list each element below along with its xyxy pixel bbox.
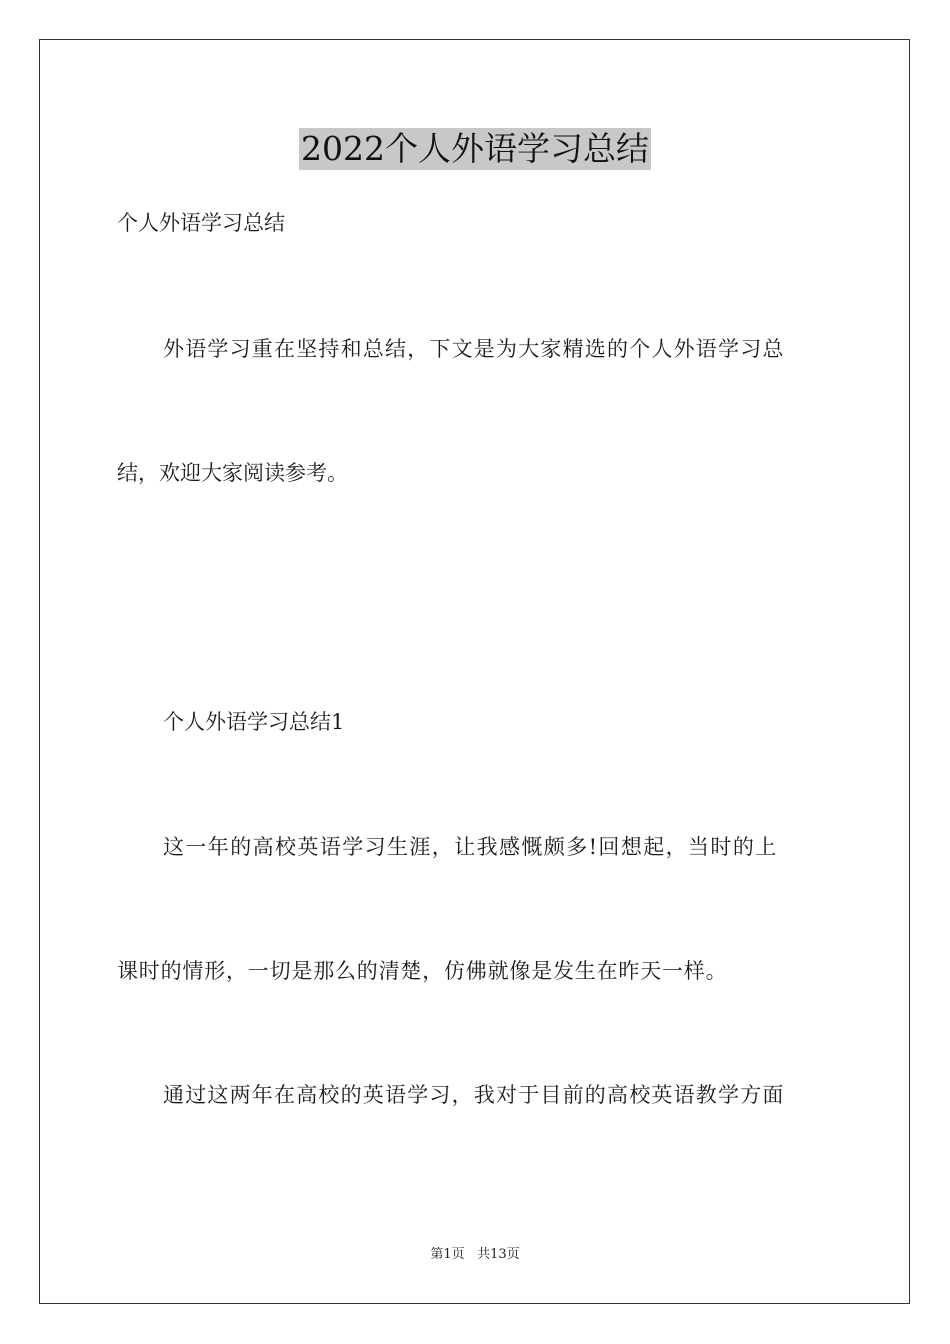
title-container [0,128,950,170]
section-heading-1: 个人外语学习总结1 [163,710,345,734]
document-title: 2022个人外语学习总结 [301,129,649,168]
subtitle-line: 个人外语学习总结 [117,211,285,235]
page-footer [0,1246,950,1264]
paragraph-line-1: 外语学习重在坚持和总结，下文是为大家精选的个人外语学习总 [163,337,785,361]
page-number: 第1页 [430,1247,465,1262]
paragraph-line-4: 课时的情形，一切是那么的清楚，仿佛就像是发生在昨天一样。 [117,959,728,983]
paragraph-line-2: 结，欢迎大家阅读参考。 [117,461,348,485]
paragraph-line-3: 这一年的高校英语学习生涯，让我感慨颇多!回想起，当时的上 [163,835,778,859]
page-total: 共13页 [477,1247,520,1262]
paragraph-line-5: 通过这两年在高校的英语学习，我对于目前的高校英语教学方面 [163,1083,785,1107]
